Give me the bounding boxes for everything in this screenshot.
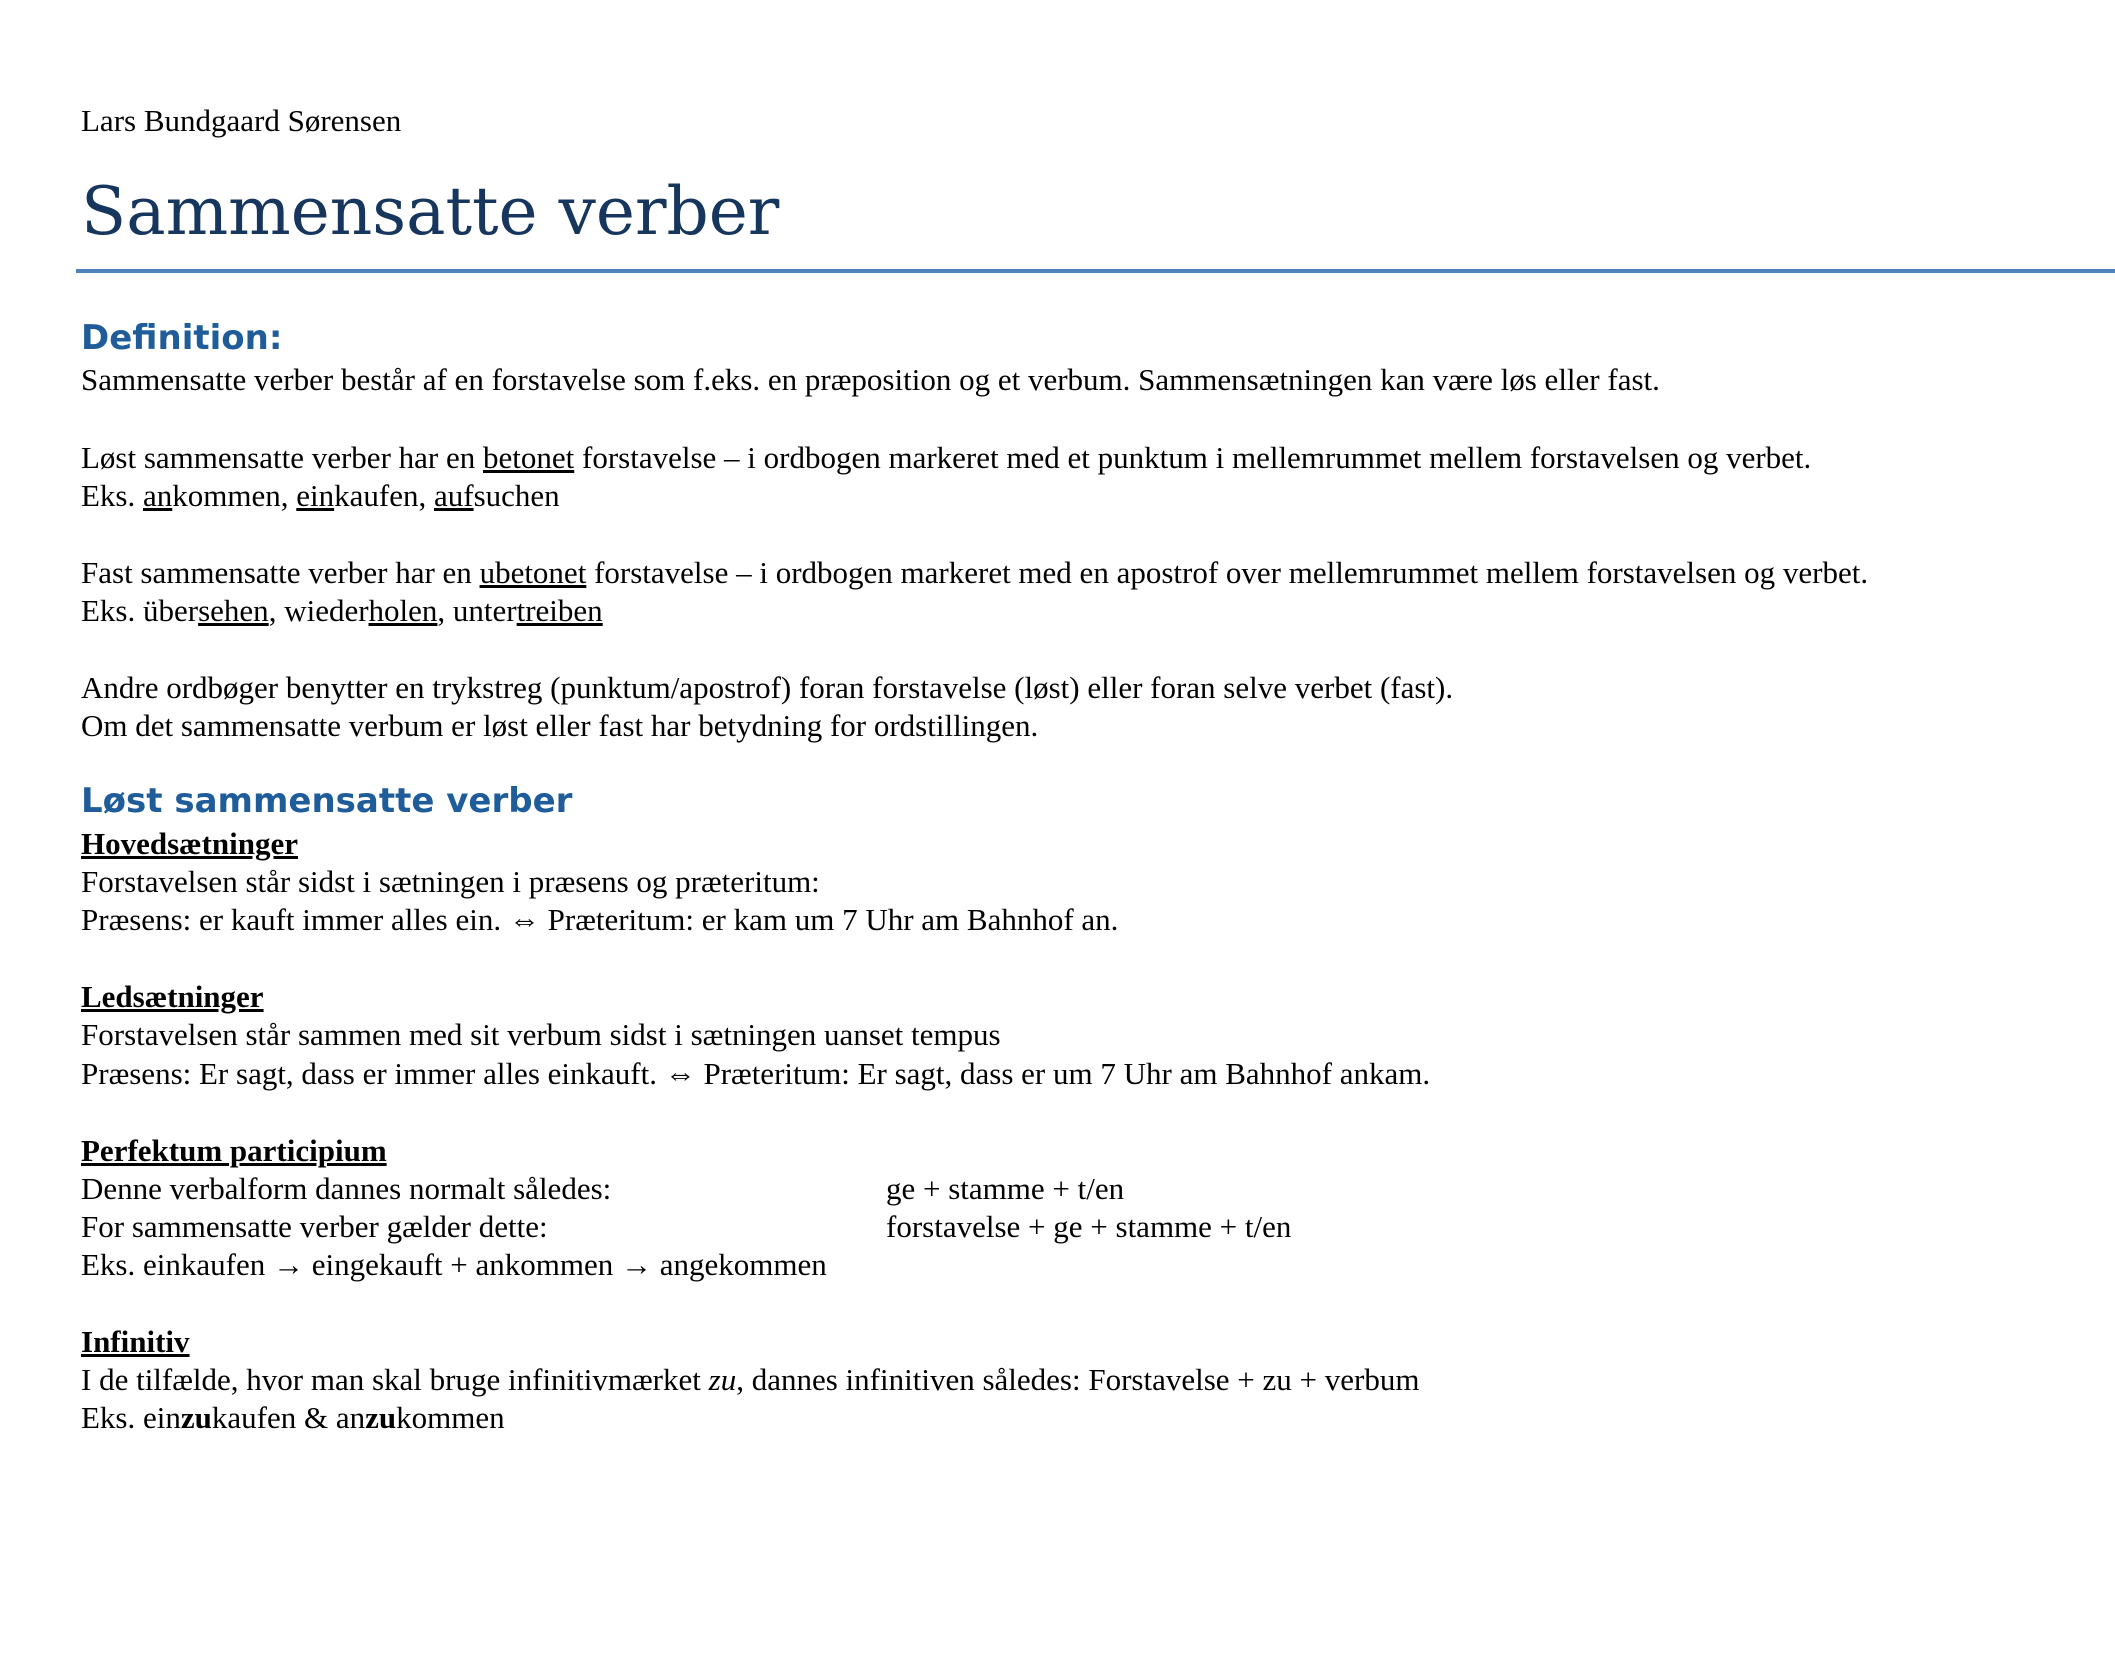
left-right-arrow-icon: ⇔	[664, 1056, 696, 1091]
right-arrow-icon: →	[621, 1247, 653, 1282]
definition-heading: Definition:	[81, 318, 283, 358]
perfektum-row1-value: ge + stamme + t/en	[886, 1171, 1125, 1206]
perfektum-example: Eks. einkaufen → eingekauft + ankommen → angekommen	[81, 1247, 827, 1282]
betonet-underlined: betonet	[483, 440, 575, 475]
perfektum-heading: Perfektum participium	[81, 1133, 387, 1168]
loest-description: Løst sammensatte verber har en betonet forstavelse – i ordbogen markeret med et punktum i mellemrummet mellem forstavelsen og verbet.	[81, 440, 1812, 475]
ledsaetninger-line2: Præsens: Er sagt, dass er immer alles einkauft. ⇔ Præteritum: Er sagt, dass er um 7 Uhr am Bahnhof ankam.	[81, 1056, 1431, 1091]
title-rule	[76, 269, 2115, 273]
infinitiv-example: Eks. einzukaufen & anzukommen	[81, 1400, 505, 1435]
ledsaetninger-line1: Forstavelsen står sammen med sit verbum sidst i sætningen uanset tempus	[81, 1017, 1001, 1052]
perfektum-row1: Denne verbalform dannes normalt således: ge + stamme + t/en	[81, 1171, 1125, 1206]
ledsaetninger-heading: Ledsætninger	[81, 979, 264, 1014]
perfektum-row2: For sammensatte verber gælder dette: forstavelse + ge + stamme + t/en	[81, 1209, 1292, 1244]
ubetonet-underlined: ubetonet	[479, 555, 587, 590]
hovedsaetninger-heading: Hovedsætninger	[81, 826, 298, 861]
fast-description: Fast sammensatte verber har en ubetonet forstavelse – i ordbogen markeret med en apostrof over mellemrummet mellem forstavelsen og verbet.	[81, 555, 1869, 590]
right-arrow-icon: →	[272, 1247, 304, 1282]
author-name: Lars Bundgaard Sørensen	[81, 103, 402, 138]
andre-ordboeger-text: Andre ordbøger benytter en trykstreg (punktum/apostrof) foran forstavelse (løst) eller foran selve verbet (fast).	[81, 670, 1454, 705]
infinitiv-heading: Infinitiv	[81, 1324, 190, 1359]
page-title: Sammensatte verber	[81, 173, 780, 250]
infinitiv-line1: I de tilfælde, hvor man skal bruge infinitivmærket zu, dannes infinitiven således: Forstavelse + zu + verbum	[81, 1362, 1420, 1397]
loest-section-heading: Løst sammensatte verber	[81, 781, 573, 821]
hovedsaetninger-line1: Forstavelsen står sidst i sætningen i præsens og præteritum:	[81, 864, 820, 899]
hovedsaetninger-line2: Præsens: er kauft immer alles ein. ⇔ Præteritum: er kam um 7 Uhr am Bahnhof an.	[81, 902, 1119, 937]
definition-intro: Sammensatte verber består af en forstavelse som f.eks. en præposition og et verbum. Sammensætningen kan være løs eller fast.	[81, 362, 1660, 397]
ordstilling-text: Om det sammensatte verbum er løst eller fast har betydning for ordstillingen.	[81, 708, 1039, 743]
fast-examples: Eks. übersehen, wiederholen, untertreiben	[81, 593, 603, 628]
left-right-arrow-icon: ⇔	[508, 902, 540, 937]
loest-examples: Eks. ankommen, einkaufen, aufsuchen	[81, 478, 560, 513]
perfektum-row2-value: forstavelse + ge + stamme + t/en	[886, 1209, 1292, 1244]
